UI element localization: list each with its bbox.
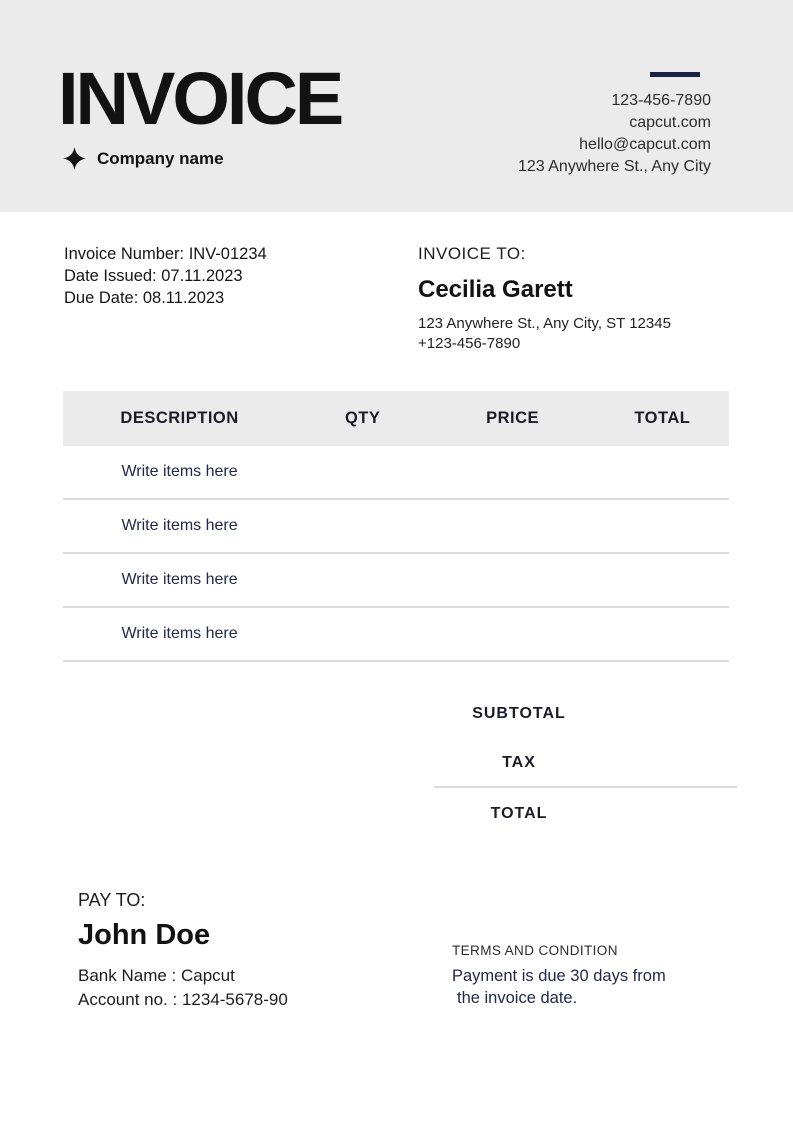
item-description-cell[interactable]: Write items here xyxy=(121,517,238,534)
column-header-total: TOTAL xyxy=(634,409,691,427)
invoice-number: Invoice Number: INV-01234 xyxy=(64,245,267,263)
items-table xyxy=(63,391,729,662)
contact-address: 123 Anywhere St., Any City xyxy=(518,158,711,175)
bank-details xyxy=(78,964,288,1012)
column-header-price: PRICE xyxy=(486,409,539,427)
bill-to-label: INVOICE TO: xyxy=(418,244,526,263)
total-label: TOTAL xyxy=(490,805,548,822)
company-name: Company name xyxy=(97,148,224,168)
bill-to-phone: +123-456-7890 xyxy=(418,335,521,352)
bank-name: Bank Name : Capcut xyxy=(78,966,235,985)
date-issued: Date Issued: 07.11.2023 xyxy=(64,267,243,285)
terms-line2: the invoice date. xyxy=(457,989,578,1007)
contact-website: capcut.com xyxy=(629,114,711,131)
summary-block xyxy=(434,688,737,840)
pay-to-block xyxy=(78,890,288,1012)
contact-block xyxy=(518,72,711,178)
header xyxy=(0,0,793,212)
table-row xyxy=(63,554,729,608)
item-description-cell[interactable]: Write items here xyxy=(121,463,238,480)
terms-line1: Payment is due 30 days from xyxy=(452,967,666,985)
sparkle-icon xyxy=(63,147,86,170)
company-brand xyxy=(63,147,224,170)
terms-body xyxy=(452,965,666,1009)
table-row xyxy=(63,446,729,500)
terms-heading: TERMS AND CONDITION xyxy=(452,943,618,958)
bill-to-block xyxy=(418,244,671,354)
account-number: Account no. : 1234-5678-90 xyxy=(78,990,288,1009)
contact-phone: 123-456-7890 xyxy=(611,92,711,109)
tax-row xyxy=(434,740,737,786)
table-row xyxy=(63,608,729,662)
total-row xyxy=(434,788,737,840)
payee-name: John Doe xyxy=(78,919,211,951)
accent-bar xyxy=(650,72,700,77)
bill-to-address xyxy=(418,314,671,354)
due-date: Due Date: 08.11.2023 xyxy=(64,289,225,307)
table-row xyxy=(63,500,729,554)
pay-to-label: PAY TO: xyxy=(78,890,146,910)
contact-email: hello@capcut.com xyxy=(579,136,711,153)
column-header-description: DESCRIPTION xyxy=(120,409,239,427)
invoice-meta xyxy=(64,243,267,309)
page-title: INVOICE xyxy=(58,57,342,140)
column-header-qty: QTY xyxy=(344,409,381,427)
subtotal-row xyxy=(434,688,737,740)
terms-block xyxy=(452,943,666,1009)
bill-to-name: Cecilia Garett xyxy=(418,276,573,303)
bill-to-address-line: 123 Anywhere St., Any City, ST 12345 xyxy=(418,315,671,332)
subtotal-label: SUBTOTAL xyxy=(472,705,566,722)
tax-label: TAX xyxy=(502,754,536,771)
items-table-header xyxy=(63,391,729,446)
item-description-cell[interactable]: Write items here xyxy=(121,571,238,588)
item-description-cell[interactable]: Write items here xyxy=(121,625,238,642)
